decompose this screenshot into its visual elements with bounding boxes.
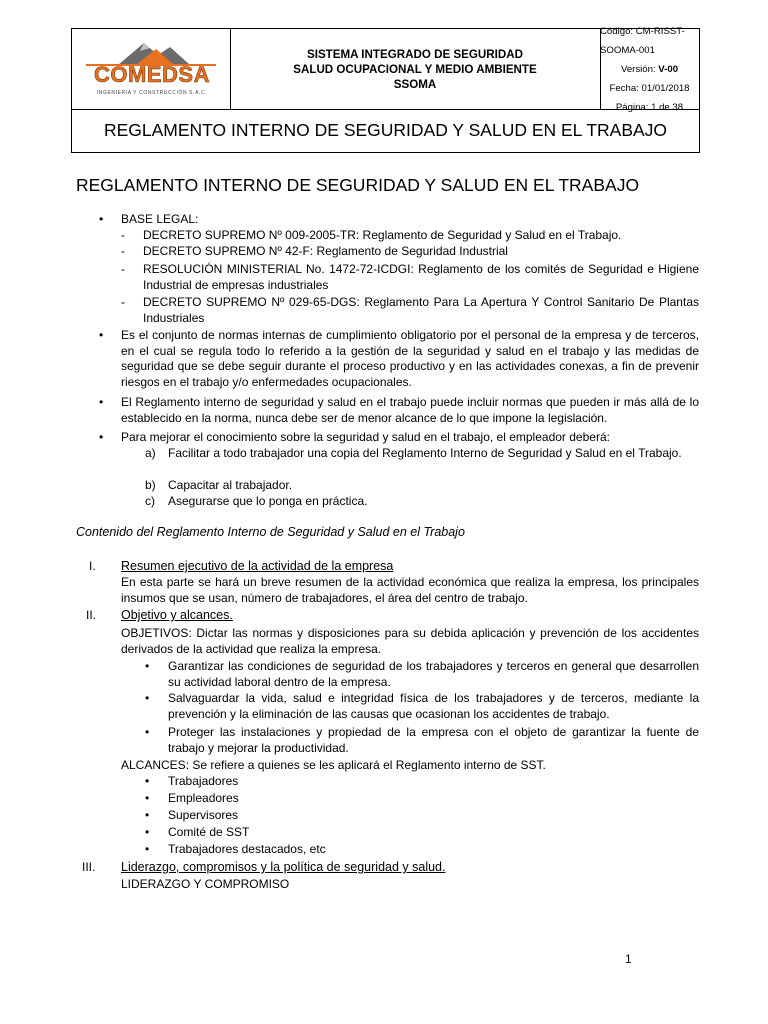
dash-icon: -: [121, 262, 125, 276]
objective-item: Garantizar las condiciones de seguridad de los trabajadores y terceros en general que desarrollen su actividad laboral dentro de la empresa.: [168, 659, 699, 689]
objective-item: Salvaguardar la vida, salud e integridad física de los trabajadores y de terceros, mediante la prevención y la eliminación de las causas que ocasionan los accidentes de trabajo.: [168, 691, 699, 721]
logo-wordmark: COMEDSA: [94, 62, 210, 87]
system-name-cell: [230, 29, 601, 109]
list-marker: b): [145, 478, 156, 492]
logo-cell: [72, 29, 231, 109]
bullet-icon: •: [145, 725, 150, 739]
version-label: Versión:: [620, 63, 659, 75]
list-marker: a): [145, 446, 156, 460]
bullet-icon: •: [145, 825, 150, 839]
section-number: I.: [89, 559, 96, 573]
contenido-heading: Contenido del Reglamento Interno de Seguridad y Salud en el Trabajo: [76, 525, 465, 539]
bullet-icon: •: [145, 808, 150, 822]
objetivos-text: OBJETIVOS: Dictar las normas y disposiciones para su debida aplicación y prevención de los accidentes derivados de la actividad que realiza la empresa.: [121, 626, 699, 656]
section-number: III.: [82, 860, 96, 874]
system-line-2: SALUD OCUPACIONAL Y MEDIO AMBIENTE: [293, 62, 537, 76]
dash-icon: -: [121, 295, 125, 309]
objective-item: Proteger las instalaciones y propiedad de la empresa con el objeto de garantizar la fuente de trabajo y mejorar la productividad.: [168, 725, 699, 755]
document-page: Página: 1 de 38: [615, 101, 684, 113]
alcances-text: ALCANCES: Se refiere a quienes se les aplicará el Reglamento interno de SST.: [121, 758, 546, 772]
alcance-item: Comité de SST: [168, 825, 250, 839]
bullet-icon: •: [99, 430, 104, 444]
section-body: En esta parte se hará un breve resumen de la actividad económica que realiza la empresa, los principales insumos que se usan, número de trabajadores, el área del centro de trabajo.: [121, 575, 699, 605]
paragraph-definition: Es el conjunto de normas internas de cumplimiento obligatorio por el personal de la empresa y de terceros, en el cual se regula todo lo referido a la gestión de la seguridad y salud en el trabajo y las medidas de seguridad que se debe seguir durante el proceso productivo y en las actividades conexas, a fin de prevenir riesgos en el trabajo y/o enfermedades ocupacionales.: [121, 328, 699, 389]
list-item: Facilitar a todo trabajador una copia del Reglamento Interno de Seguridad y Salud en el Trabajo.: [168, 446, 682, 460]
document-control-cell: [600, 25, 699, 113]
section-title: Liderazgo, compromisos y la política de seguridad y salud.: [121, 860, 446, 874]
bullet-icon: •: [145, 842, 150, 856]
bullet-icon: •: [145, 791, 150, 805]
bullet-icon: •: [99, 212, 104, 226]
dash-icon: -: [121, 244, 125, 258]
base-legal-item: DECRETO SUPREMO Nº 42-F: Reglamento de Seguridad Industrial: [143, 244, 508, 258]
alcance-item: Empleadores: [168, 791, 239, 805]
bullet-icon: •: [99, 328, 104, 342]
list-item: Asegurarse que lo ponga en práctica.: [168, 494, 368, 508]
document-code: Código: CM-RISST-SOOMA-001: [600, 25, 685, 56]
bullet-icon: •: [145, 774, 150, 788]
logo-tagline: INGENIERIA Y CONSTRUCCIÓN S.A.C.: [96, 90, 208, 96]
section-subheading: LIDERAZGO Y COMPROMISO: [121, 877, 290, 891]
alcance-item: Supervisores: [168, 808, 239, 822]
paragraph-scope: El Reglamento interno de seguridad y salud en el trabajo puede incluir normas que pueden ir más allá de lo establecido en la norma, nunca debe ser de menor alcance de lo que impone la legislación.: [121, 395, 699, 425]
system-line-1: SISTEMA INTEGRADO DE SEGURIDAD: [306, 47, 523, 61]
list-marker: c): [145, 494, 155, 508]
header-title: REGLAMENTO INTERNO DE SEGURIDAD Y SALUD EN EL TRABAJO: [103, 120, 668, 140]
bullet-icon: •: [145, 691, 150, 705]
section-title: Objetivo y alcances.: [121, 608, 233, 622]
section-title: Resumen ejecutivo de la actividad de la empresa: [121, 559, 394, 573]
alcance-item: Trabajadores: [168, 774, 239, 788]
document-header: [71, 25, 700, 153]
system-line-3: SSOMA: [393, 77, 437, 91]
base-legal-item: RESOLUCIÓN MINISTERIAL No. 1472-72-ICDGI: Reglamento de los comités de Seguridad e Higiene Industrial de empresas industriales: [143, 262, 699, 292]
section-number: II.: [86, 608, 97, 622]
header-top-row: [72, 25, 699, 113]
base-legal-label: BASE LEGAL:: [121, 212, 199, 226]
paragraph-employer: Para mejorar el conocimiento sobre la seguridad y salud en el trabajo, el empleador deberá:: [121, 430, 610, 444]
alcance-item: Trabajadores destacados, etc: [168, 842, 326, 856]
bullet-icon: •: [99, 395, 104, 409]
list-item: Capacitar al trabajador.: [168, 478, 293, 492]
dash-icon: -: [121, 228, 125, 242]
document-date: Fecha: 01/01/2018: [609, 82, 690, 94]
page-number: 1: [625, 952, 632, 966]
base-legal-item: DECRETO SUPREMO Nº 029-65-DGS: Reglamento Para La Apertura Y Control Sanitario De Plantas Industriales: [143, 295, 699, 325]
bullet-icon: •: [145, 659, 150, 673]
base-legal-item: DECRETO SUPREMO Nº 009-2005-TR: Reglamento de Seguridad y Salud en el Trabajo.: [143, 228, 622, 242]
page-title: REGLAMENTO INTERNO DE SEGURIDAD Y SALUD EN EL TRABAJO: [76, 175, 640, 195]
document-version: [621, 60, 678, 79]
version-value: V-00: [658, 63, 679, 75]
